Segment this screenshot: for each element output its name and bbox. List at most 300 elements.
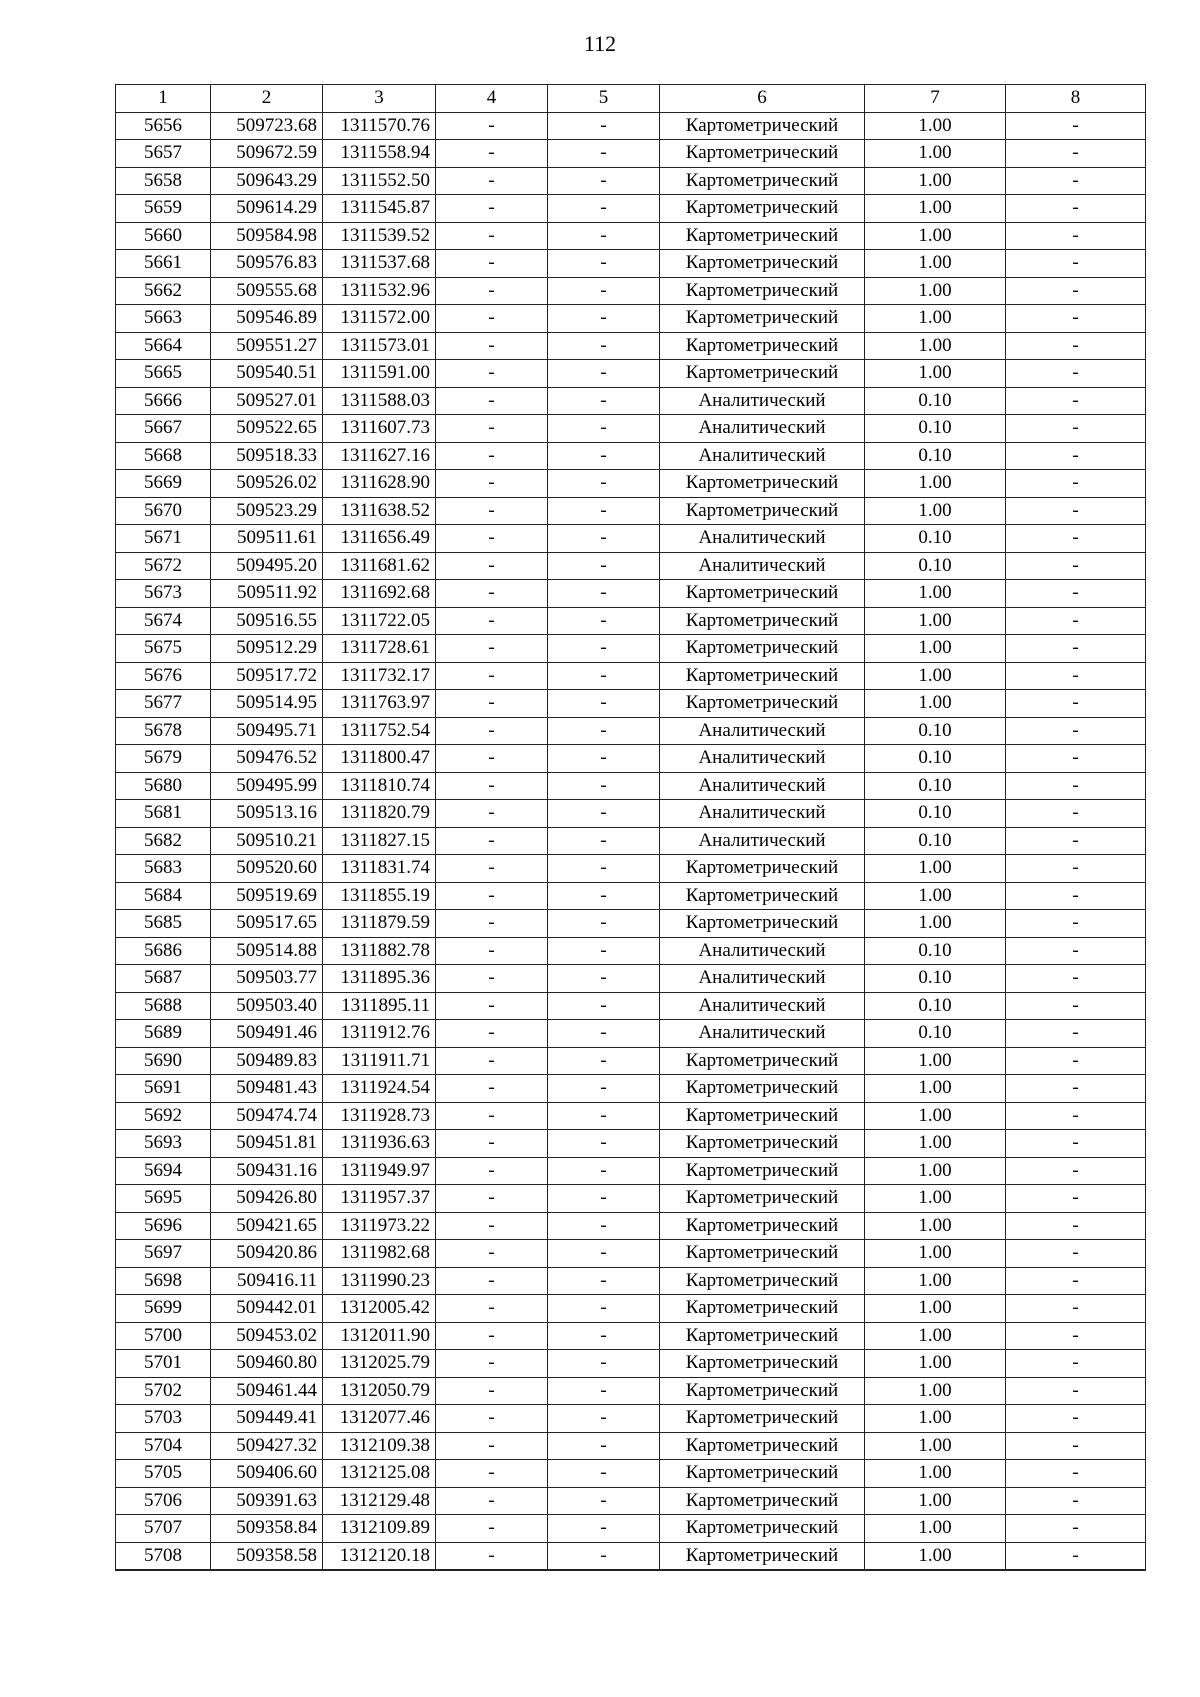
table-cell-col-6: Картометрический xyxy=(660,1377,865,1405)
table-cell-col-3: 1311692.68 xyxy=(323,580,436,608)
table-cell-col-7: 1.00 xyxy=(865,1185,1006,1213)
table-cell-col-6: Картометрический xyxy=(660,1460,865,1488)
table-cell-col-8: - xyxy=(1006,552,1146,580)
table-cell-col-1: 5657 xyxy=(116,140,211,168)
table-cell-col-7: 1.00 xyxy=(865,882,1006,910)
table-cell-col-3: 1312077.46 xyxy=(323,1405,436,1433)
table-cell-col-7: 0.10 xyxy=(865,387,1006,415)
table-cell-col-7: 1.00 xyxy=(865,1432,1006,1460)
table-cell-col-7: 0.10 xyxy=(865,745,1006,773)
table-cell-col-8: - xyxy=(1006,1102,1146,1130)
table-row xyxy=(116,167,1146,195)
table-cell-col-5: - xyxy=(548,112,660,140)
table-cell-col-7: 1.00 xyxy=(865,1075,1006,1103)
table-cell-col-2: 509522.65 xyxy=(211,415,323,443)
table-cell-col-4: - xyxy=(436,745,548,773)
table-cell-col-8: - xyxy=(1006,1047,1146,1075)
table-cell-col-6: Картометрический xyxy=(660,1515,865,1543)
table-row xyxy=(116,442,1146,470)
table-cell-col-4: - xyxy=(436,717,548,745)
table-cell-col-4: - xyxy=(436,305,548,333)
table-cell-col-4: - xyxy=(436,772,548,800)
table-cell-col-8: - xyxy=(1006,745,1146,773)
table-row xyxy=(116,635,1146,663)
table-cell-col-3: 1312050.79 xyxy=(323,1377,436,1405)
table-cell-col-2: 509431.16 xyxy=(211,1157,323,1185)
table-cell-col-4: - xyxy=(436,882,548,910)
table-cell-col-7: 0.10 xyxy=(865,552,1006,580)
table-cell-col-4: - xyxy=(436,1432,548,1460)
table-cell-col-1: 5699 xyxy=(116,1295,211,1323)
table-cell-col-2: 509576.83 xyxy=(211,250,323,278)
table-cell-col-3: 1311820.79 xyxy=(323,800,436,828)
table-cell-col-7: 1.00 xyxy=(865,1460,1006,1488)
table-cell-col-7: 1.00 xyxy=(865,1212,1006,1240)
table-cell-col-5: - xyxy=(548,580,660,608)
table-cell-col-6: Картометрический xyxy=(660,360,865,388)
table-cell-col-1: 5704 xyxy=(116,1432,211,1460)
table-cell-col-2: 509503.77 xyxy=(211,965,323,993)
table-cell-col-4: - xyxy=(436,1322,548,1350)
table-cell-col-2: 509421.65 xyxy=(211,1212,323,1240)
table-cell-col-8: - xyxy=(1006,1240,1146,1268)
table-cell-col-5: - xyxy=(548,1185,660,1213)
table-cell-col-5: - xyxy=(548,442,660,470)
table-cell-col-8: - xyxy=(1006,1432,1146,1460)
table-cell-col-2: 509453.02 xyxy=(211,1322,323,1350)
table-cell-col-1: 5660 xyxy=(116,222,211,250)
table-cell-col-2: 509540.51 xyxy=(211,360,323,388)
table-cell-col-1: 5661 xyxy=(116,250,211,278)
table-cell-col-5: - xyxy=(548,827,660,855)
table-cell-col-5: - xyxy=(548,1322,660,1350)
table-cell-col-2: 509489.83 xyxy=(211,1047,323,1075)
table-cell-col-3: 1311627.16 xyxy=(323,442,436,470)
table-cell-col-5: - xyxy=(548,1047,660,1075)
table-row xyxy=(116,745,1146,773)
table-cell-col-2: 509512.29 xyxy=(211,635,323,663)
table-cell-col-7: 1.00 xyxy=(865,1350,1006,1378)
table-cell-col-7: 1.00 xyxy=(865,305,1006,333)
table-row xyxy=(116,827,1146,855)
table-cell-col-1: 5689 xyxy=(116,1020,211,1048)
table-cell-col-5: - xyxy=(548,635,660,663)
table-cell-col-3: 1311879.59 xyxy=(323,910,436,938)
table-row xyxy=(116,332,1146,360)
table-cell-col-7: 1.00 xyxy=(865,1377,1006,1405)
table-cell-col-7: 1.00 xyxy=(865,662,1006,690)
table-cell-col-7: 0.10 xyxy=(865,965,1006,993)
table-cell-col-3: 1311855.19 xyxy=(323,882,436,910)
table-cell-col-8: - xyxy=(1006,305,1146,333)
table-cell-col-5: - xyxy=(548,1212,660,1240)
table-cell-col-1: 5665 xyxy=(116,360,211,388)
table-cell-col-8: - xyxy=(1006,1350,1146,1378)
table-cell-col-1: 5678 xyxy=(116,717,211,745)
table-cell-col-5: - xyxy=(548,140,660,168)
table-cell-col-8: - xyxy=(1006,415,1146,443)
table-cell-col-2: 509514.88 xyxy=(211,937,323,965)
table-cell-col-8: - xyxy=(1006,250,1146,278)
table-cell-col-3: 1311732.17 xyxy=(323,662,436,690)
table-cell-col-6: Картометрический xyxy=(660,1130,865,1158)
table-cell-col-1: 5664 xyxy=(116,332,211,360)
table-cell-col-4: - xyxy=(436,387,548,415)
table-cell-col-4: - xyxy=(436,992,548,1020)
table-row xyxy=(116,387,1146,415)
table-cell-col-4: - xyxy=(436,1542,548,1570)
table-cell-col-6: Аналитический xyxy=(660,992,865,1020)
table-cell-col-7: 1.00 xyxy=(865,1102,1006,1130)
table-cell-col-4: - xyxy=(436,827,548,855)
table-cell-col-2: 509481.43 xyxy=(211,1075,323,1103)
table-cell-col-8: - xyxy=(1006,1487,1146,1515)
column-header-3: 3 xyxy=(323,85,436,113)
table-row xyxy=(116,1130,1146,1158)
table-cell-col-8: - xyxy=(1006,855,1146,883)
table-cell-col-1: 5698 xyxy=(116,1267,211,1295)
table-cell-col-2: 509520.60 xyxy=(211,855,323,883)
table-cell-col-7: 1.00 xyxy=(865,277,1006,305)
table-cell-col-5: - xyxy=(548,1130,660,1158)
table-cell-col-4: - xyxy=(436,167,548,195)
table-cell-col-3: 1311558.94 xyxy=(323,140,436,168)
table-cell-col-8: - xyxy=(1006,222,1146,250)
table-cell-col-7: 0.10 xyxy=(865,717,1006,745)
table-cell-col-6: Аналитический xyxy=(660,937,865,965)
table-cell-col-7: 1.00 xyxy=(865,580,1006,608)
table-cell-col-5: - xyxy=(548,1542,660,1570)
table-cell-col-3: 1311628.90 xyxy=(323,470,436,498)
table-cell-col-5: - xyxy=(548,607,660,635)
table-cell-col-3: 1311895.36 xyxy=(323,965,436,993)
table-cell-col-6: Аналитический xyxy=(660,387,865,415)
table-cell-col-5: - xyxy=(548,1432,660,1460)
table-cell-col-8: - xyxy=(1006,1515,1146,1543)
table-row xyxy=(116,1020,1146,1048)
table-cell-col-4: - xyxy=(436,552,548,580)
table-cell-col-8: - xyxy=(1006,690,1146,718)
table-cell-col-2: 509643.29 xyxy=(211,167,323,195)
table-cell-col-1: 5659 xyxy=(116,195,211,223)
table-cell-col-6: Аналитический xyxy=(660,552,865,580)
table-cell-col-8: - xyxy=(1006,1185,1146,1213)
table-cell-col-5: - xyxy=(548,992,660,1020)
table-cell-col-1: 5692 xyxy=(116,1102,211,1130)
table-cell-col-2: 509491.46 xyxy=(211,1020,323,1048)
table-cell-col-2: 509526.02 xyxy=(211,470,323,498)
table-cell-col-7: 1.00 xyxy=(865,1542,1006,1570)
table-row xyxy=(116,140,1146,168)
table-cell-col-1: 5673 xyxy=(116,580,211,608)
table-cell-col-5: - xyxy=(548,882,660,910)
table-cell-col-7: 1.00 xyxy=(865,1240,1006,1268)
table-cell-col-2: 509555.68 xyxy=(211,277,323,305)
table-row xyxy=(116,1267,1146,1295)
table-cell-col-6: Картометрический xyxy=(660,140,865,168)
table-cell-col-3: 1311570.76 xyxy=(323,112,436,140)
table-row xyxy=(116,1240,1146,1268)
table-cell-col-6: Картометрический xyxy=(660,1075,865,1103)
table-cell-col-4: - xyxy=(436,360,548,388)
table-cell-col-6: Картометрический xyxy=(660,1047,865,1075)
table-cell-col-2: 509584.98 xyxy=(211,222,323,250)
table-cell-col-7: 0.10 xyxy=(865,800,1006,828)
table-cell-col-5: - xyxy=(548,910,660,938)
table-cell-col-2: 509511.61 xyxy=(211,525,323,553)
table-cell-col-1: 5667 xyxy=(116,415,211,443)
table-cell-col-8: - xyxy=(1006,635,1146,663)
table-cell-col-6: Картометрический xyxy=(660,1405,865,1433)
table-row xyxy=(116,690,1146,718)
table-row xyxy=(116,112,1146,140)
table-cell-col-7: 1.00 xyxy=(865,250,1006,278)
table-cell-col-5: - xyxy=(548,497,660,525)
table-cell-col-2: 509416.11 xyxy=(211,1267,323,1295)
table-cell-col-8: - xyxy=(1006,277,1146,305)
table-row xyxy=(116,1432,1146,1460)
table-cell-col-3: 1312109.89 xyxy=(323,1515,436,1543)
table-cell-col-8: - xyxy=(1006,442,1146,470)
table-cell-col-6: Картометрический xyxy=(660,1102,865,1130)
table-cell-col-2: 509516.55 xyxy=(211,607,323,635)
table-cell-col-1: 5691 xyxy=(116,1075,211,1103)
table-cell-col-8: - xyxy=(1006,1295,1146,1323)
table-cell-col-1: 5656 xyxy=(116,112,211,140)
table-cell-col-6: Картометрический xyxy=(660,1185,865,1213)
table-cell-col-5: - xyxy=(548,1460,660,1488)
table-cell-col-6: Картометрический xyxy=(660,1542,865,1570)
table-cell-col-6: Картометрический xyxy=(660,580,865,608)
table-cell-col-7: 0.10 xyxy=(865,415,1006,443)
table-cell-col-1: 5670 xyxy=(116,497,211,525)
table-cell-col-3: 1311990.23 xyxy=(323,1267,436,1295)
table-cell-col-2: 509451.81 xyxy=(211,1130,323,1158)
table-cell-col-3: 1311912.76 xyxy=(323,1020,436,1048)
table-cell-col-2: 509519.69 xyxy=(211,882,323,910)
table-cell-col-8: - xyxy=(1006,140,1146,168)
table-cell-col-1: 5672 xyxy=(116,552,211,580)
table-cell-col-2: 509495.99 xyxy=(211,772,323,800)
table-cell-col-3: 1311681.62 xyxy=(323,552,436,580)
table-cell-col-1: 5701 xyxy=(116,1350,211,1378)
table-cell-col-6: Картометрический xyxy=(660,882,865,910)
table-cell-col-1: 5681 xyxy=(116,800,211,828)
table-cell-col-4: - xyxy=(436,1020,548,1048)
table-cell-col-2: 509523.29 xyxy=(211,497,323,525)
table-cell-col-5: - xyxy=(548,1350,660,1378)
table-cell-col-4: - xyxy=(436,1487,548,1515)
table-cell-col-3: 1311973.22 xyxy=(323,1212,436,1240)
table-cell-col-2: 509546.89 xyxy=(211,305,323,333)
table-cell-col-4: - xyxy=(436,965,548,993)
table-cell-col-4: - xyxy=(436,800,548,828)
table-cell-col-6: Картометрический xyxy=(660,305,865,333)
table-cell-col-5: - xyxy=(548,662,660,690)
table-cell-col-1: 5658 xyxy=(116,167,211,195)
table-cell-col-1: 5680 xyxy=(116,772,211,800)
table-cell-col-6: Картометрический xyxy=(660,277,865,305)
table-row xyxy=(116,662,1146,690)
table-cell-col-1: 5694 xyxy=(116,1157,211,1185)
table-cell-col-6: Картометрический xyxy=(660,470,865,498)
table-cell-col-1: 5669 xyxy=(116,470,211,498)
table-cell-col-1: 5684 xyxy=(116,882,211,910)
table-cell-col-3: 1311539.52 xyxy=(323,222,436,250)
table-cell-col-6: Картометрический xyxy=(660,1295,865,1323)
table-cell-col-4: - xyxy=(436,855,548,883)
column-header-7: 7 xyxy=(865,85,1006,113)
table-cell-col-4: - xyxy=(436,470,548,498)
table-cell-col-1: 5668 xyxy=(116,442,211,470)
table-cell-col-3: 1311752.54 xyxy=(323,717,436,745)
table-row xyxy=(116,1377,1146,1405)
table-row xyxy=(116,717,1146,745)
table-row xyxy=(116,195,1146,223)
coordinates-table xyxy=(115,84,1146,1571)
table-cell-col-3: 1311722.05 xyxy=(323,607,436,635)
table-cell-col-5: - xyxy=(548,387,660,415)
table-cell-col-6: Картометрический xyxy=(660,690,865,718)
table-cell-col-2: 509476.52 xyxy=(211,745,323,773)
table-cell-col-7: 1.00 xyxy=(865,1487,1006,1515)
table-cell-col-8: - xyxy=(1006,525,1146,553)
table-row xyxy=(116,1212,1146,1240)
table-cell-col-8: - xyxy=(1006,167,1146,195)
table-cell-col-3: 1311928.73 xyxy=(323,1102,436,1130)
table-cell-col-1: 5666 xyxy=(116,387,211,415)
column-header-5: 5 xyxy=(548,85,660,113)
table-cell-col-6: Аналитический xyxy=(660,525,865,553)
table-cell-col-1: 5705 xyxy=(116,1460,211,1488)
table-cell-col-2: 509514.95 xyxy=(211,690,323,718)
table-cell-col-6: Картометрический xyxy=(660,497,865,525)
table-cell-col-3: 1311936.63 xyxy=(323,1130,436,1158)
table-cell-col-1: 5696 xyxy=(116,1212,211,1240)
table-cell-col-4: - xyxy=(436,140,548,168)
table-cell-col-3: 1312109.38 xyxy=(323,1432,436,1460)
table-cell-col-8: - xyxy=(1006,112,1146,140)
table-cell-col-1: 5687 xyxy=(116,965,211,993)
table-row xyxy=(116,1157,1146,1185)
table-cell-col-7: 1.00 xyxy=(865,1157,1006,1185)
table-row xyxy=(116,470,1146,498)
table-cell-col-3: 1311591.00 xyxy=(323,360,436,388)
table-cell-col-4: - xyxy=(436,525,548,553)
table-cell-col-1: 5676 xyxy=(116,662,211,690)
table-cell-col-6: Аналитический xyxy=(660,415,865,443)
table-cell-col-8: - xyxy=(1006,387,1146,415)
table-cell-col-2: 509406.60 xyxy=(211,1460,323,1488)
table-cell-col-5: - xyxy=(548,690,660,718)
table-cell-col-5: - xyxy=(548,332,660,360)
table-cell-col-6: Картометрический xyxy=(660,607,865,635)
table-cell-col-6: Аналитический xyxy=(660,717,865,745)
table-cell-col-3: 1311810.74 xyxy=(323,772,436,800)
table-cell-col-7: 1.00 xyxy=(865,910,1006,938)
table-row xyxy=(116,1515,1146,1543)
table-cell-col-1: 5675 xyxy=(116,635,211,663)
table-cell-col-7: 1.00 xyxy=(865,1267,1006,1295)
table-cell-col-3: 1311763.97 xyxy=(323,690,436,718)
table-row xyxy=(116,800,1146,828)
table-row xyxy=(116,992,1146,1020)
table-cell-col-5: - xyxy=(548,277,660,305)
table-row xyxy=(116,1322,1146,1350)
table-cell-col-6: Картометрический xyxy=(660,1432,865,1460)
table-cell-col-7: 1.00 xyxy=(865,1047,1006,1075)
table-row xyxy=(116,305,1146,333)
table-cell-col-6: Картометрический xyxy=(660,1487,865,1515)
table-cell-col-5: - xyxy=(548,195,660,223)
table-cell-col-5: - xyxy=(548,772,660,800)
table-cell-col-8: - xyxy=(1006,937,1146,965)
table-cell-col-3: 1312025.79 xyxy=(323,1350,436,1378)
table-cell-col-4: - xyxy=(436,277,548,305)
table-cell-col-8: - xyxy=(1006,470,1146,498)
table-cell-col-7: 0.10 xyxy=(865,442,1006,470)
table-body xyxy=(116,112,1146,1570)
column-header-8: 8 xyxy=(1006,85,1146,113)
table-cell-col-3: 1311607.73 xyxy=(323,415,436,443)
table-cell-col-8: - xyxy=(1006,1267,1146,1295)
table-cell-col-3: 1312125.08 xyxy=(323,1460,436,1488)
table-row xyxy=(116,772,1146,800)
column-header-1: 1 xyxy=(116,85,211,113)
table-cell-col-4: - xyxy=(436,250,548,278)
table-cell-col-1: 5677 xyxy=(116,690,211,718)
table-cell-col-4: - xyxy=(436,1075,548,1103)
table-cell-col-6: Картометрический xyxy=(660,662,865,690)
table-cell-col-4: - xyxy=(436,1212,548,1240)
column-header-4: 4 xyxy=(436,85,548,113)
table-cell-col-8: - xyxy=(1006,662,1146,690)
table-cell-col-1: 5703 xyxy=(116,1405,211,1433)
table-cell-col-4: - xyxy=(436,415,548,443)
table-cell-col-6: Картометрический xyxy=(660,910,865,938)
table-cell-col-2: 509427.32 xyxy=(211,1432,323,1460)
table-cell-col-6: Аналитический xyxy=(660,442,865,470)
table-cell-col-7: 1.00 xyxy=(865,112,1006,140)
table-cell-col-8: - xyxy=(1006,360,1146,388)
table-cell-col-3: 1311911.71 xyxy=(323,1047,436,1075)
table-cell-col-7: 1.00 xyxy=(865,1322,1006,1350)
table-cell-col-7: 0.10 xyxy=(865,1020,1006,1048)
table-row xyxy=(116,1295,1146,1323)
table-cell-col-8: - xyxy=(1006,580,1146,608)
table-cell-col-8: - xyxy=(1006,332,1146,360)
table-cell-col-2: 509449.41 xyxy=(211,1405,323,1433)
table-cell-col-8: - xyxy=(1006,1377,1146,1405)
table-cell-col-8: - xyxy=(1006,910,1146,938)
table-cell-col-4: - xyxy=(436,497,548,525)
table-cell-col-3: 1311532.96 xyxy=(323,277,436,305)
table-cell-col-1: 5686 xyxy=(116,937,211,965)
table-cell-col-3: 1312005.42 xyxy=(323,1295,436,1323)
table-cell-col-2: 509527.01 xyxy=(211,387,323,415)
table-row xyxy=(116,415,1146,443)
table-cell-col-6: Картометрический xyxy=(660,1212,865,1240)
table-cell-col-2: 509614.29 xyxy=(211,195,323,223)
table-cell-col-8: - xyxy=(1006,800,1146,828)
table-cell-col-5: - xyxy=(548,222,660,250)
table-cell-col-4: - xyxy=(436,1295,548,1323)
table-cell-col-8: - xyxy=(1006,1130,1146,1158)
table-cell-col-4: - xyxy=(436,442,548,470)
table-cell-col-4: - xyxy=(436,607,548,635)
table-row xyxy=(116,250,1146,278)
table-cell-col-1: 5688 xyxy=(116,992,211,1020)
